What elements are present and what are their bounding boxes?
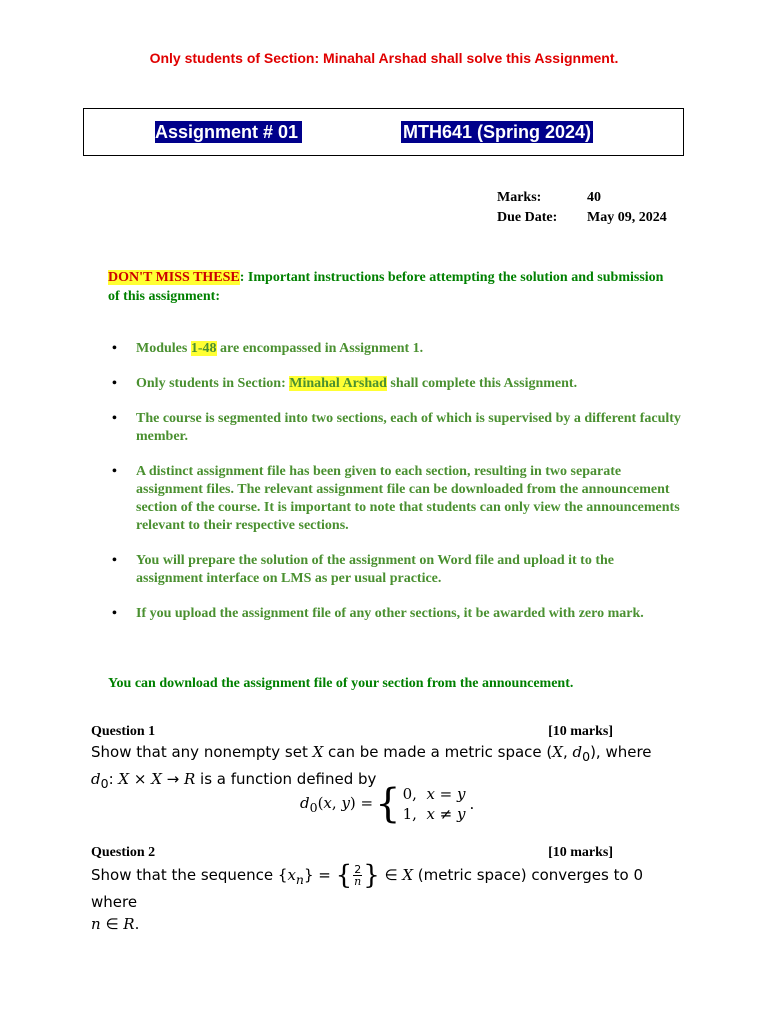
- question-2-header: [91, 845, 613, 861]
- question-2-text: Show that the sequence $\{x_n\}$ = { $\frac{2}{n}$ } ∈ X (metric space) converges to 0 where n ∈ R.: [91, 860, 643, 933]
- download-note: You can download the assignment file of your section from the announcement.: [108, 676, 574, 691]
- dont-miss-highlight: DON'T MISS THESE: [108, 270, 240, 285]
- due-date-label: Due Date:: [497, 210, 558, 225]
- bullet-text: Only students in Section:: [136, 376, 290, 391]
- section-notice: Only students of Section: Minahal Arshad shall solve this Assignment.: [149, 50, 619, 66]
- bullet-text: are encompassed in Assignment 1.: [216, 341, 424, 356]
- bullet-text: shall complete this Assignment.: [386, 376, 578, 391]
- due-date-row: [497, 210, 667, 226]
- marks-value: 40: [587, 190, 601, 205]
- question-2-label: Question 2: [91, 845, 156, 860]
- modules-highlight: 1-48: [190, 341, 217, 356]
- question-1-header: [91, 724, 613, 740]
- section-highlight: Minahal Arshad: [289, 376, 387, 391]
- question-1-formula: $d_0(x$, y) = { 0, x = y 1, x ≠ y .: [300, 781, 475, 827]
- question-1-text: Show that any nonempty set X can be made a metric space (X, $d_0$), where $d_0$: X × X → R is a function defined by: [91, 743, 652, 791]
- list-item: [108, 340, 683, 358]
- assignment-title: Assignment # 01: [155, 121, 302, 143]
- instructions-heading: [108, 268, 668, 306]
- list-item: • If you upload the assignment file of any other sections, it be awarded with zero mark.: [108, 605, 683, 623]
- question-2-marks: [10 marks]: [548, 845, 613, 860]
- course-title: MTH641 (Spring 2024): [403, 122, 592, 142]
- instructions-heading-text: : Important instructions before attempting the solution and submission of this assignment:: [108, 270, 664, 304]
- due-date-value: May 09, 2024: [587, 210, 667, 225]
- marks-label: Marks:: [497, 190, 542, 205]
- marks-row: [497, 190, 601, 206]
- list-item: • You will prepare the solution of the assignment on Word file and upload it to the assignment interface on LMS as per usual practice.: [108, 552, 683, 588]
- bullet-text: Modules: [136, 341, 191, 356]
- list-item: • The course is segmented into two sections, each of which is supervised by a different faculty member.: [108, 410, 683, 446]
- question-1-marks: [10 marks]: [548, 724, 613, 739]
- question-1-label: Question 1: [91, 724, 156, 739]
- list-item: [108, 375, 683, 393]
- instructions-list: [108, 340, 683, 640]
- list-item: • A distinct assignment file has been given to each section, resulting in two separate assignment files. The relevant assignment file can be downloaded from the announcement section of the course. It is important to note that students can only view the announcements relevant to their respective sections.: [108, 463, 683, 535]
